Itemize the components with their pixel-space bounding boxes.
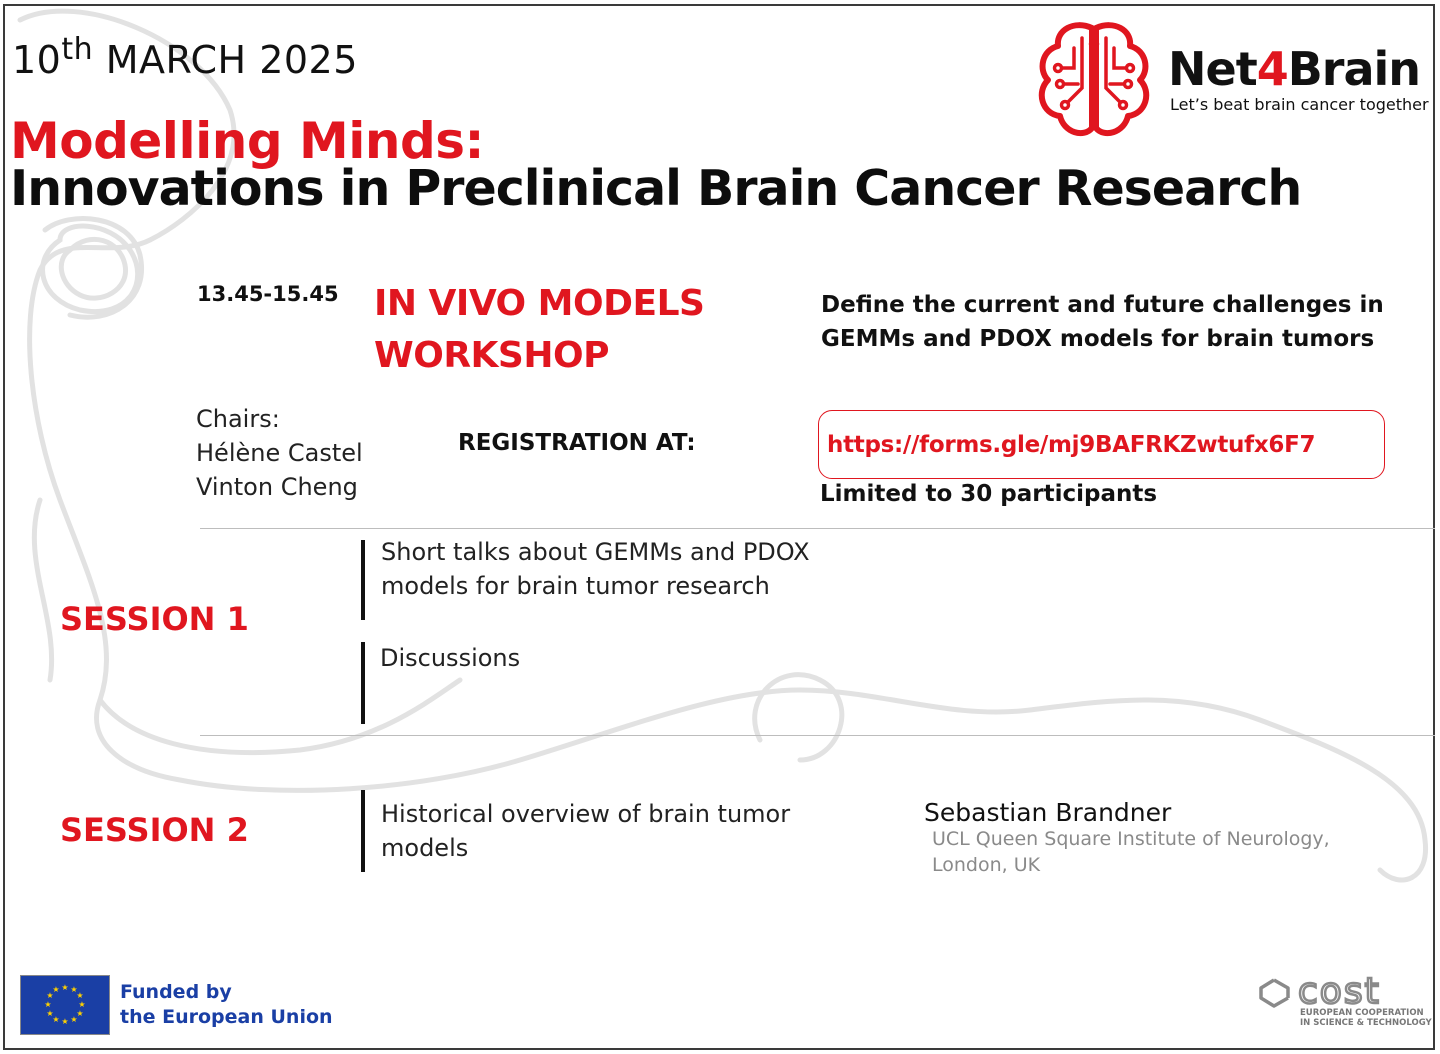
item-line: Discussions xyxy=(380,644,521,672)
session-1-label: SESSION 1 xyxy=(60,600,249,638)
svg-text:★: ★ xyxy=(46,991,54,1000)
page-title-line2: Innovations in Preclinical Brain Cancer Research xyxy=(10,160,1302,217)
affiliation-line1: UCL Queen Square Institute of Neurology, xyxy=(932,828,1330,850)
chairs-block xyxy=(196,402,363,504)
svg-text:★: ★ xyxy=(61,983,69,992)
participant-limit: Limited to 30 participants xyxy=(820,481,1158,507)
eu-funding-text xyxy=(120,980,333,1030)
svg-text:★: ★ xyxy=(70,1015,78,1024)
cost-logo xyxy=(1258,976,1413,1010)
session-item-bar xyxy=(361,790,365,872)
session-item-bar xyxy=(361,642,365,724)
svg-text:★: ★ xyxy=(70,985,78,994)
cost-wordmark: cost xyxy=(1298,976,1381,1010)
workshop-title-line2: WORKSHOP xyxy=(374,335,609,376)
eu-flag-icon xyxy=(20,975,110,1035)
eu-stars-icon xyxy=(21,976,109,1034)
date-day: 10 xyxy=(12,38,62,82)
date-month-year: MARCH 2025 xyxy=(93,38,358,82)
cost-tagline xyxy=(1300,1008,1432,1028)
brand-tagline: Let’s beat brain cancer together xyxy=(1170,95,1429,114)
svg-text:★: ★ xyxy=(46,1009,54,1018)
item-line: models xyxy=(381,834,469,862)
chairs-label: Chairs: xyxy=(196,405,280,433)
workshop-time: 13.45-15.45 xyxy=(197,282,339,306)
session-1-item-talks xyxy=(381,535,810,603)
speaker-affiliation xyxy=(932,826,1352,878)
page-title-line1: Modelling Minds: xyxy=(10,112,485,170)
svg-text:★: ★ xyxy=(52,985,60,994)
section-divider xyxy=(200,735,1435,736)
registration-link[interactable]: https://forms.gle/mj9BAFRKZwtufx6F7 xyxy=(827,431,1316,458)
workshop-description xyxy=(821,288,1421,356)
item-line: models for brain tumor research xyxy=(381,572,770,600)
cost-tagline-line1: EUROPEAN COOPERATION xyxy=(1300,1008,1424,1018)
registration-link-box[interactable] xyxy=(818,410,1385,479)
session-2-label: SESSION 2 xyxy=(60,811,249,849)
section-divider xyxy=(200,528,1435,529)
chair-name: Vinton Cheng xyxy=(196,473,358,501)
svg-text:★: ★ xyxy=(44,1000,52,1009)
svg-text:★: ★ xyxy=(76,991,84,1000)
registration-label: REGISTRATION AT: xyxy=(458,430,696,456)
chair-name: Hélène Castel xyxy=(196,439,363,467)
cost-tagline-line2: IN SCIENCE & TECHNOLOGY xyxy=(1300,1018,1432,1028)
item-line: Short talks about GEMMs and PDOX xyxy=(381,538,810,566)
svg-text:★: ★ xyxy=(76,1009,84,1018)
session-1-item-discussions xyxy=(380,641,520,675)
affiliation-line2: London, UK xyxy=(932,854,1041,876)
session-2-item-historical xyxy=(381,797,790,865)
brand-brain: Brain xyxy=(1287,42,1421,96)
eu-funding-line2: the European Union xyxy=(120,1006,333,1028)
brand-four: 4 xyxy=(1256,42,1288,96)
workshop-title-line1: IN VIVO MODELS xyxy=(374,283,705,324)
speaker-name: Sebastian Brandner xyxy=(924,798,1172,827)
session-item-bar xyxy=(361,540,365,620)
workshop-title xyxy=(374,278,774,382)
brand-net: Net xyxy=(1168,42,1257,96)
workshop-description-line1: Define the current and future challenges in xyxy=(821,292,1384,318)
workshop-description-line2: GEMMs and PDOX models for brain tumors xyxy=(821,326,1375,352)
event-date xyxy=(12,32,358,82)
brain-circuit-icon xyxy=(1034,18,1154,143)
item-line: Historical overview of brain tumor xyxy=(381,800,791,828)
eu-funding-line1: Funded by xyxy=(120,981,232,1003)
brand-logo-text xyxy=(1168,42,1420,96)
svg-text:★: ★ xyxy=(78,1000,86,1009)
svg-text:★: ★ xyxy=(61,1017,69,1026)
svg-text:★: ★ xyxy=(52,1015,60,1024)
date-suffix: th xyxy=(61,32,94,67)
